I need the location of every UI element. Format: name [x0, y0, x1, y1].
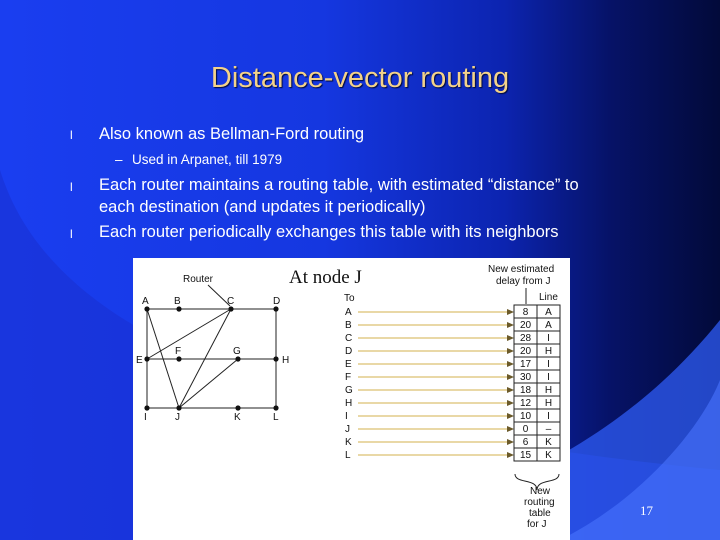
table-delay-cell: 20	[519, 346, 532, 357]
arrow-head	[507, 452, 514, 458]
sub-bullet-1: Used in Arpanet, till 1979	[132, 152, 283, 167]
bullet-marker: l	[70, 128, 73, 142]
destination-label: L	[345, 450, 351, 461]
sub-bullet-dash: –	[115, 152, 123, 167]
slide-title: Distance-vector routing	[210, 62, 510, 94]
destination-label: G	[345, 385, 353, 396]
destination-label: E	[345, 359, 352, 370]
table-delay-cell: 6	[522, 437, 529, 448]
line-label: Line	[539, 292, 558, 303]
table-delay-cell: 30	[519, 372, 532, 383]
destination-label: H	[345, 398, 353, 409]
bullet-marker: l	[70, 180, 73, 194]
table-delay-cell: 18	[519, 385, 532, 396]
routing-table	[514, 305, 560, 461]
table-delay-cell: 28	[519, 333, 532, 344]
destination-label: C	[345, 333, 353, 344]
destination-list	[345, 307, 353, 461]
node-label: C	[227, 296, 235, 307]
table-line-cell: H	[544, 385, 553, 396]
node-label: I	[144, 412, 147, 423]
table-line-cell: H	[544, 398, 553, 409]
arrow-head	[507, 400, 514, 406]
arrow-list	[358, 309, 514, 458]
table-delay-cell: 17	[519, 359, 532, 370]
node-label: A	[142, 296, 149, 307]
destination-label: D	[345, 346, 353, 357]
bullet-marker: l	[70, 227, 73, 241]
table-delay-cell: 12	[519, 398, 532, 409]
to-label: To	[344, 293, 355, 304]
node-label: K	[234, 412, 241, 423]
table-line-cell: I	[547, 411, 550, 422]
node-label: B	[174, 296, 181, 307]
destination-label: J	[345, 424, 350, 435]
table-line-cell: –	[545, 424, 552, 435]
node-label: J	[175, 412, 180, 423]
bullet-2-line-2: each destination (and updates it periodically)	[99, 198, 426, 216]
destination-label: K	[345, 437, 352, 448]
arrow-head	[507, 348, 514, 354]
table-delay-cell: 8	[522, 307, 529, 318]
arrow-head	[507, 374, 514, 380]
destination-label: F	[345, 372, 352, 383]
footer-line-3: table	[529, 508, 551, 519]
figure-caption: At node J	[289, 267, 362, 288]
table-line-cell: H	[544, 346, 553, 357]
arrow-head	[507, 426, 514, 432]
table-line-cell: K	[545, 450, 552, 461]
node-label: G	[233, 346, 241, 357]
table-delay-cell: 10	[519, 411, 532, 422]
footer-line-2: routing	[524, 497, 555, 508]
table-line-cell: I	[547, 359, 550, 370]
table-delay-cell: 0	[522, 424, 529, 435]
node-label: F	[175, 346, 182, 357]
routing-figure	[133, 258, 570, 540]
table-line-cell: I	[547, 372, 550, 383]
table-line-cell: A	[545, 320, 552, 331]
arrow-head	[507, 361, 514, 367]
node-label: E	[136, 355, 143, 366]
table-footer	[524, 486, 555, 530]
arrow-head	[507, 439, 514, 445]
destination-label: B	[345, 320, 352, 331]
routing-diagram	[133, 258, 570, 540]
table-delay-cell: 20	[519, 320, 532, 331]
arrow-head	[507, 335, 514, 341]
router-label: Router	[183, 274, 214, 285]
table-header-line-2: delay from J	[496, 276, 551, 287]
arrow-head	[507, 413, 514, 419]
node-label: H	[282, 355, 290, 366]
destination-label: A	[345, 307, 352, 318]
arrow-head	[507, 322, 514, 328]
table-line-cell: K	[545, 437, 552, 448]
table-line-cell: A	[545, 307, 552, 318]
bullet-3: Each router periodically exchanges this table with its neighbors	[99, 223, 559, 241]
table-line-cell: I	[547, 333, 550, 344]
bullet-2-line-1: Each router maintains a routing table, with estimated “distance” to	[99, 176, 579, 194]
network-edges	[147, 309, 276, 408]
bullet-1: Also known as Bellman-Ford routing	[99, 125, 365, 143]
table-header-line-1: New estimated	[488, 264, 555, 275]
node-label: D	[273, 296, 281, 307]
footer-line-4: for J	[527, 519, 547, 530]
node-label: L	[273, 412, 279, 423]
arrow-head	[507, 387, 514, 393]
table-delay-cell: 15	[519, 450, 532, 461]
destination-label: I	[345, 411, 348, 422]
page-number: 17	[640, 503, 653, 518]
arrow-head	[507, 309, 514, 315]
footer-line-1: New	[530, 486, 551, 497]
